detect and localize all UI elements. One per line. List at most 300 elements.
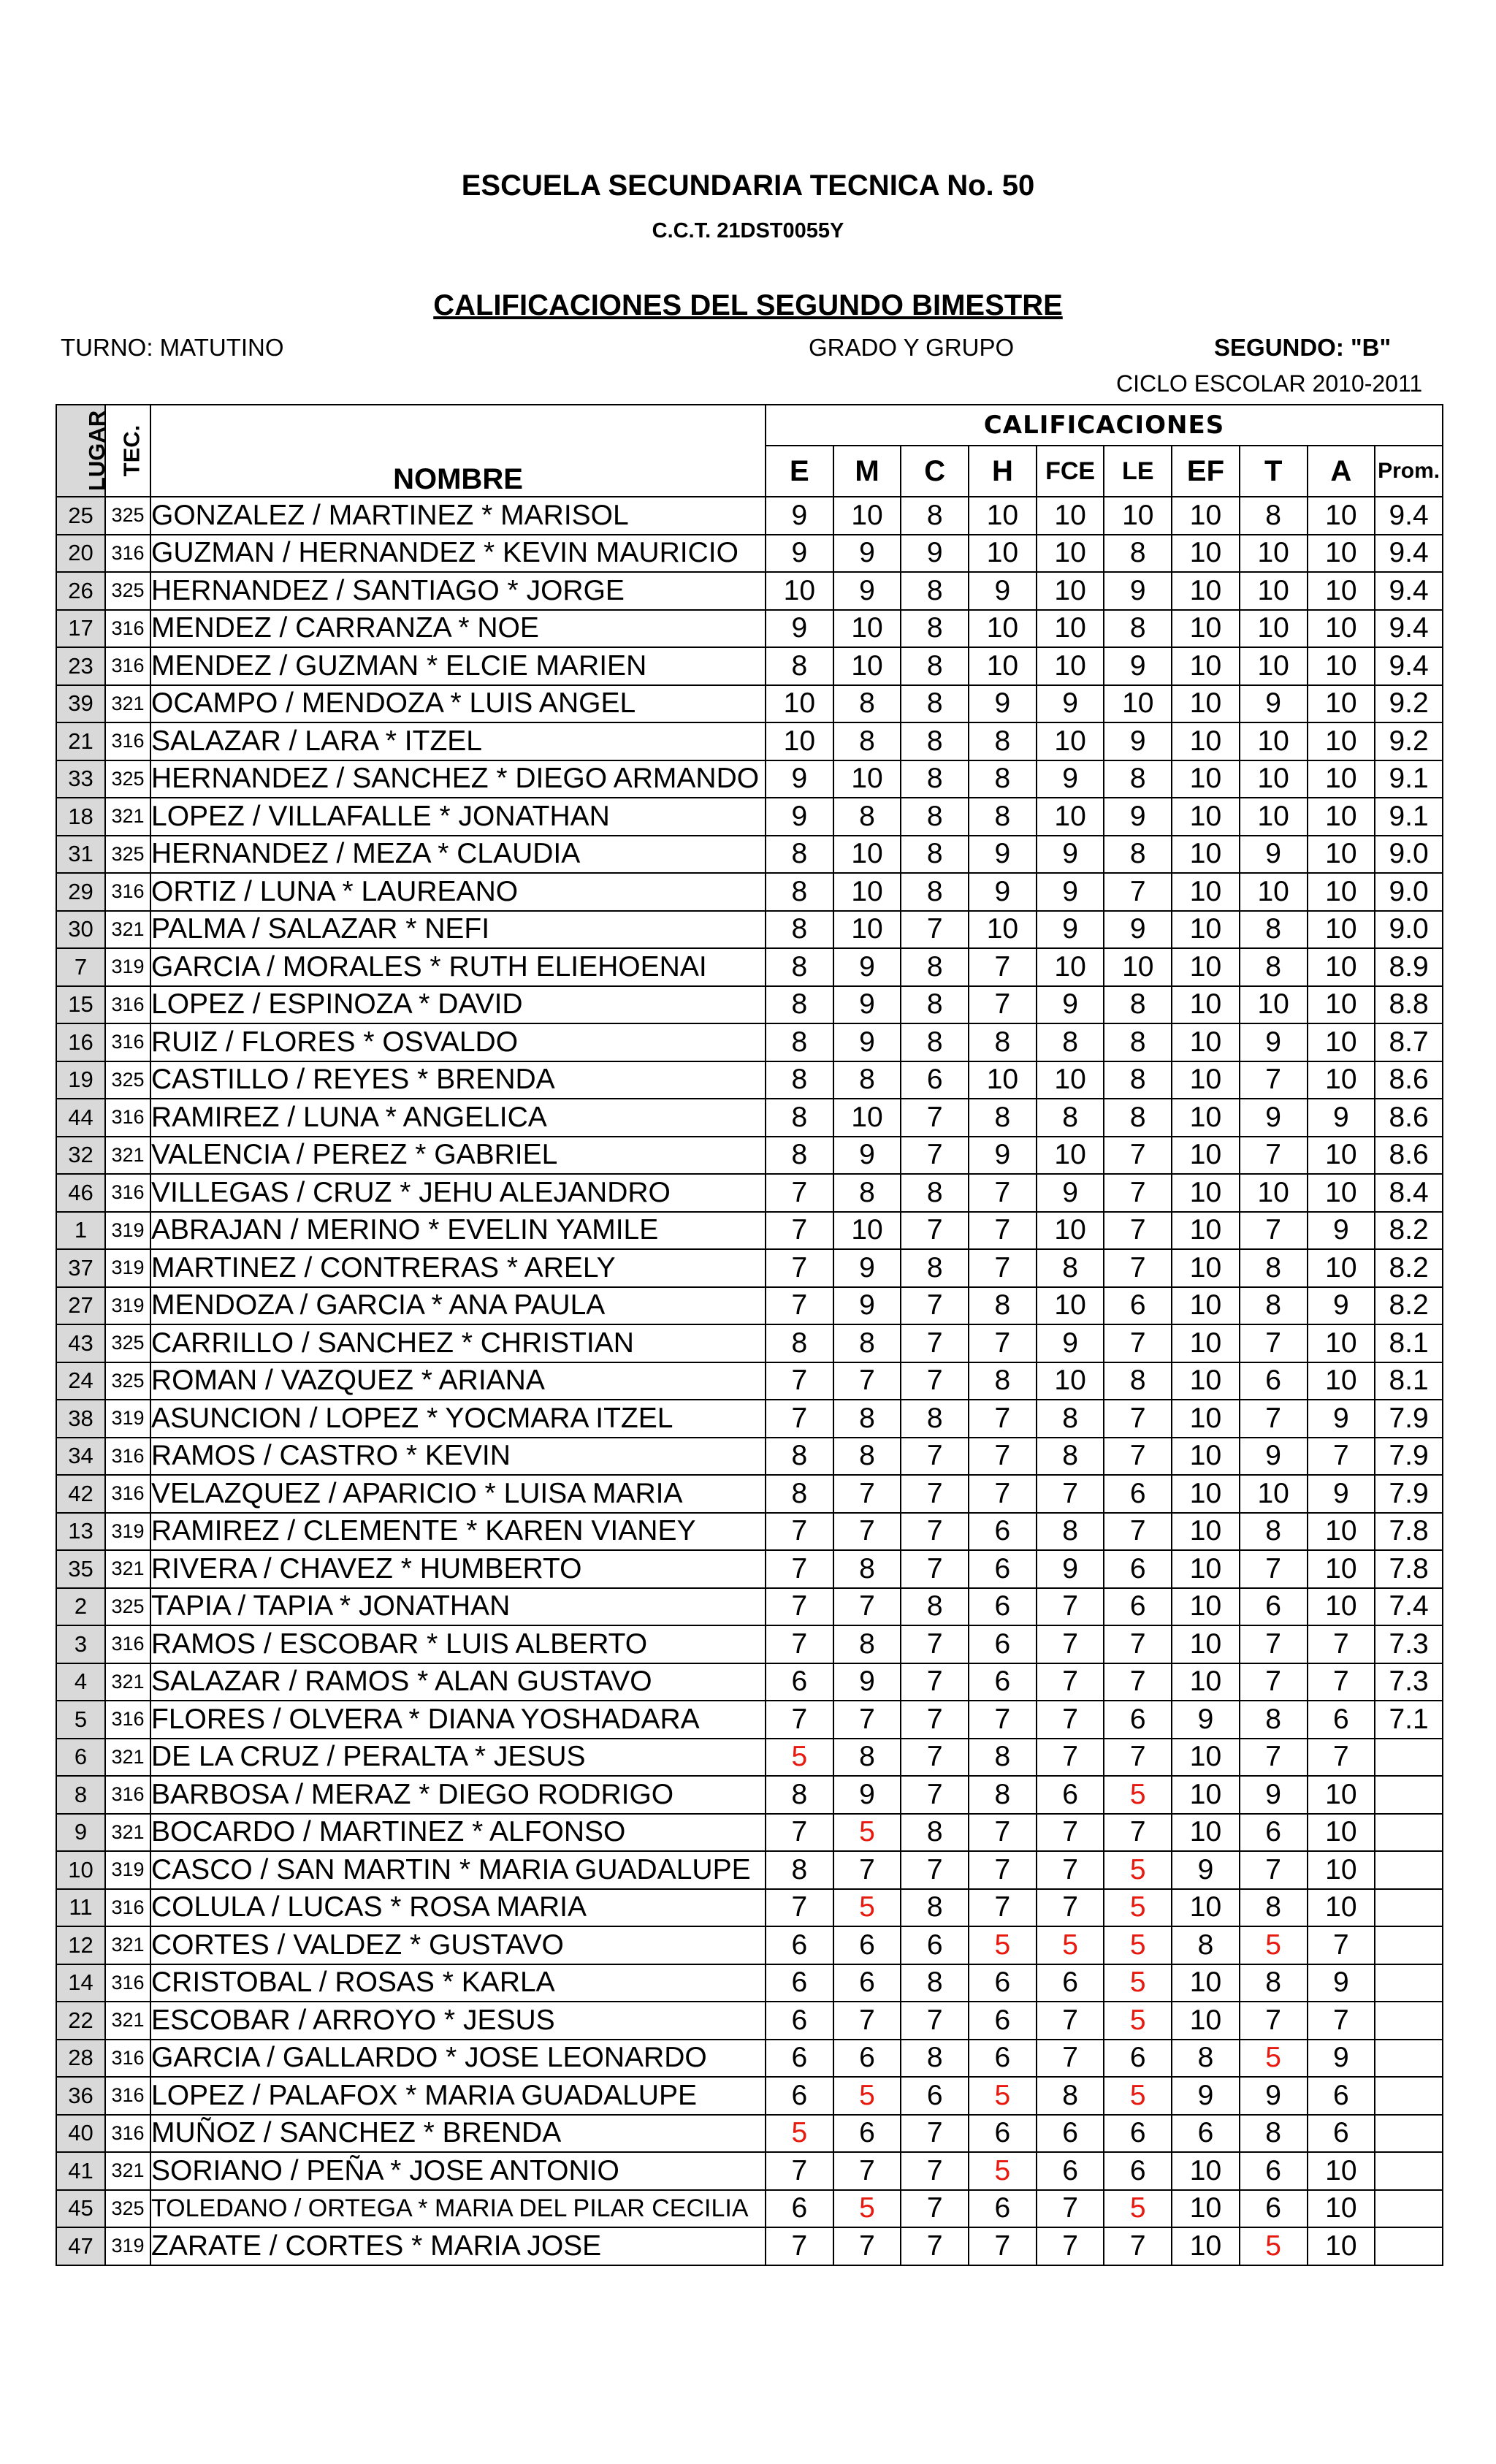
grade-cell: 7 <box>969 2227 1037 2265</box>
grade-cell: 10 <box>1037 948 1104 986</box>
rank-cell: 7 <box>56 948 105 986</box>
grade-cell: 10 <box>1037 647 1104 685</box>
grade-cell: 7 <box>969 1851 1037 1889</box>
table-row <box>56 1249 1443 1287</box>
grade-cell: 10 <box>1308 1889 1375 1927</box>
grade-cell: 7 <box>766 1174 833 1212</box>
average-cell: 8.1 <box>1375 1362 1443 1400</box>
grade-cell: 10 <box>969 1061 1037 1099</box>
grade-cell: 8 <box>1104 535 1172 573</box>
subject-header-a: A <box>1308 446 1375 497</box>
grade-cell: 9 <box>1037 911 1104 949</box>
grade-cell: 8 <box>901 1023 969 1061</box>
table-row <box>56 1438 1443 1476</box>
average-cell <box>1375 1964 1443 2002</box>
grade-cell: 8 <box>766 647 833 685</box>
average-cell: 8.7 <box>1375 1023 1443 1061</box>
average-cell <box>1375 1926 1443 1964</box>
rank-cell: 14 <box>56 1964 105 2002</box>
grade-cell: 10 <box>1308 1137 1375 1175</box>
grade-cell: 10 <box>1240 873 1308 911</box>
grade-cell: 5 <box>1104 1926 1172 1964</box>
average-cell <box>1375 1889 1443 1927</box>
student-name-cell: HERNANDEZ / SANTIAGO * JORGE <box>150 572 766 610</box>
grade-cell: 9 <box>969 873 1037 911</box>
rank-cell: 36 <box>56 2077 105 2115</box>
grade-cell: 8 <box>766 1475 833 1513</box>
grade-cell: 9 <box>969 685 1037 723</box>
grade-cell: 9 <box>1172 1701 1240 1739</box>
grade-cell: 10 <box>1240 986 1308 1024</box>
grade-cell: 10 <box>1240 722 1308 760</box>
grade-cell: 7 <box>1240 1137 1308 1175</box>
table-row <box>56 760 1443 798</box>
table-row <box>56 836 1443 874</box>
table-row <box>56 722 1443 760</box>
grade-cell: 7 <box>969 1174 1037 1212</box>
grade-cell: 6 <box>766 1663 833 1701</box>
grade-cell: 7 <box>1037 1889 1104 1927</box>
table-row <box>56 986 1443 1024</box>
grade-cell: 6 <box>901 1061 969 1099</box>
average-cell: 9.1 <box>1375 798 1443 836</box>
grade-cell: 8 <box>1037 1513 1104 1551</box>
grade-cell: 7 <box>901 1099 969 1137</box>
subject-header-h: H <box>969 446 1037 497</box>
tec-cell: 316 <box>105 2077 150 2115</box>
grade-cell: 10 <box>1308 760 1375 798</box>
grade-cell: 8 <box>1104 760 1172 798</box>
grade-cell: 7 <box>1308 1438 1375 1476</box>
grade-cell: 10 <box>1308 535 1375 573</box>
grade-cell: 8 <box>833 722 901 760</box>
grade-cell: 10 <box>1308 685 1375 723</box>
grade-cell: 7 <box>969 986 1037 1024</box>
grade-cell: 7 <box>901 2002 969 2040</box>
grade-cell: 10 <box>1308 722 1375 760</box>
grade-cell: 8 <box>1037 1438 1104 1476</box>
grade-cell: 6 <box>1104 2040 1172 2078</box>
grade-cell: 8 <box>901 1964 969 2002</box>
rank-cell: 18 <box>56 798 105 836</box>
grade-cell: 10 <box>1308 948 1375 986</box>
student-name-cell: ASUNCION / LOPEZ * YOCMARA ITZEL <box>150 1400 766 1438</box>
grade-cell: 8 <box>1240 1513 1308 1551</box>
grade-cell: 5 <box>1104 2190 1172 2228</box>
grade-cell: 9 <box>969 1137 1037 1175</box>
grade-cell: 7 <box>901 2190 969 2228</box>
grade-cell: 8 <box>901 647 969 685</box>
grade-cell: 8 <box>901 760 969 798</box>
grade-cell: 8 <box>766 948 833 986</box>
grade-cell: 5 <box>1104 1851 1172 1889</box>
grade-cell: 10 <box>1037 497 1104 535</box>
grade-cell: 10 <box>1172 2190 1240 2228</box>
grade-cell: 10 <box>1172 1174 1240 1212</box>
table-row <box>56 1926 1443 1964</box>
grade-cell: 10 <box>1172 1663 1240 1701</box>
grade-cell: 6 <box>833 1964 901 2002</box>
student-name-cell: GUZMAN / HERNANDEZ * KEVIN MAURICIO <box>150 535 766 573</box>
col-tec-header <box>105 405 150 497</box>
table-row <box>56 1287 1443 1325</box>
grade-cell: 8 <box>1104 1099 1172 1137</box>
grade-cell: 7 <box>1037 1814 1104 1852</box>
grade-cell: 5 <box>833 1889 901 1927</box>
grade-cell: 7 <box>1308 1625 1375 1663</box>
grade-cell: 7 <box>901 1625 969 1663</box>
table-row <box>56 1739 1443 1777</box>
student-name-cell: ORTIZ / LUNA * LAUREANO <box>150 873 766 911</box>
grade-cell: 10 <box>833 1099 901 1137</box>
student-name-cell: TOLEDANO / ORTEGA * MARIA DEL PILAR CECILIA <box>150 2190 766 2228</box>
student-name-cell: MENDOZA / GARCIA * ANA PAULA <box>150 1287 766 1325</box>
rank-cell: 9 <box>56 1814 105 1852</box>
grade-cell: 10 <box>1104 685 1172 723</box>
average-cell <box>1375 1776 1443 1814</box>
tec-cell: 316 <box>105 1174 150 1212</box>
student-name-cell: RAMOS / CASTRO * KEVIN <box>150 1438 766 1476</box>
grade-cell: 10 <box>1172 1023 1240 1061</box>
rank-cell: 26 <box>56 572 105 610</box>
rank-cell: 46 <box>56 1174 105 1212</box>
grade-cell: 10 <box>1037 1061 1104 1099</box>
grade-cell: 7 <box>833 2002 901 2040</box>
grade-cell: 10 <box>1172 1137 1240 1175</box>
table-row <box>56 1550 1443 1588</box>
grade-cell: 5 <box>1104 1964 1172 2002</box>
grade-cell: 9 <box>1240 1023 1308 1061</box>
rank-cell: 34 <box>56 1438 105 1476</box>
subject-header-ef: EF <box>1172 446 1240 497</box>
grade-cell: 8 <box>766 1776 833 1814</box>
average-cell: 7.8 <box>1375 1550 1443 1588</box>
student-name-cell: CASTILLO / REYES * BRENDA <box>150 1061 766 1099</box>
student-name-cell: VELAZQUEZ / APARICIO * LUISA MARIA <box>150 1475 766 1513</box>
student-name-cell: LOPEZ / ESPINOZA * DAVID <box>150 986 766 1024</box>
rank-cell: 28 <box>56 2040 105 2078</box>
grade-cell: 7 <box>833 1701 901 1739</box>
table-row <box>56 1137 1443 1175</box>
tec-cell: 319 <box>105 1249 150 1287</box>
grade-cell: 8 <box>1240 1889 1308 1927</box>
rank-cell: 22 <box>56 2002 105 2040</box>
grade-cell: 8 <box>833 798 901 836</box>
grade-cell: 6 <box>1240 1814 1308 1852</box>
grade-cell: 10 <box>1308 1776 1375 1814</box>
grade-cell: 10 <box>1308 610 1375 648</box>
grade-cell: 9 <box>1104 722 1172 760</box>
grade-cell: 7 <box>1308 1739 1375 1777</box>
grade-cell: 8 <box>1240 1964 1308 2002</box>
grade-cell: 7 <box>901 1663 969 1701</box>
tec-cell: 316 <box>105 1964 150 2002</box>
grade-cell: 9 <box>969 572 1037 610</box>
table-row <box>56 1964 1443 2002</box>
student-name-cell: GARCIA / MORALES * RUTH ELIEHOENAI <box>150 948 766 986</box>
student-name-cell: RAMIREZ / CLEMENTE * KAREN VIANEY <box>150 1513 766 1551</box>
grade-cell: 10 <box>1172 1513 1240 1551</box>
grades-table <box>56 404 1443 2266</box>
tec-cell: 325 <box>105 1588 150 1626</box>
grade-cell: 10 <box>1172 497 1240 535</box>
grade-cell: 5 <box>1104 1776 1172 1814</box>
grade-cell: 7 <box>1037 1663 1104 1701</box>
grade-cell: 10 <box>1104 948 1172 986</box>
grade-cell: 9 <box>833 1287 901 1325</box>
grade-cell: 7 <box>766 1588 833 1626</box>
grade-cell: 5 <box>833 1814 901 1852</box>
grade-cell: 5 <box>766 1739 833 1777</box>
student-name-cell: RAMOS / ESCOBAR * LUIS ALBERTO <box>150 1625 766 1663</box>
average-cell <box>1375 2152 1443 2190</box>
grade-cell: 10 <box>1308 1023 1375 1061</box>
grade-cell: 5 <box>766 2115 833 2153</box>
grade-cell: 8 <box>1104 836 1172 874</box>
col-tec-label: TEC. <box>118 424 145 477</box>
average-cell: 9.4 <box>1375 497 1443 535</box>
grade-cell: 9 <box>1240 685 1308 723</box>
grade-cell: 8 <box>1240 1287 1308 1325</box>
grade-cell: 7 <box>1104 1513 1172 1551</box>
average-cell: 7.3 <box>1375 1663 1443 1701</box>
student-name-cell: HERNANDEZ / MEZA * CLAUDIA <box>150 836 766 874</box>
grade-cell: 8 <box>901 685 969 723</box>
grade-cell: 10 <box>1037 610 1104 648</box>
tec-cell: 321 <box>105 685 150 723</box>
grade-cell: 10 <box>1172 873 1240 911</box>
grade-cell: 8 <box>901 2040 969 2078</box>
grade-cell: 10 <box>1172 948 1240 986</box>
rank-cell: 4 <box>56 1663 105 1701</box>
grade-cell: 9 <box>901 535 969 573</box>
grade-cell: 8 <box>833 1174 901 1212</box>
grade-cell: 8 <box>766 1099 833 1137</box>
grade-cell: 7 <box>901 1438 969 1476</box>
grade-cell: 9 <box>833 986 901 1024</box>
grade-cell: 10 <box>1308 1324 1375 1362</box>
grade-cell: 6 <box>1104 1588 1172 1626</box>
grade-cell: 9 <box>1037 836 1104 874</box>
rank-cell: 11 <box>56 1889 105 1927</box>
subject-header-t: T <box>1240 446 1308 497</box>
grade-cell: 10 <box>1240 647 1308 685</box>
grade-cell: 6 <box>766 2040 833 2078</box>
student-name-cell: CORTES / VALDEZ * GUSTAVO <box>150 1926 766 1964</box>
grade-cell: 7 <box>901 1513 969 1551</box>
average-cell: 9.4 <box>1375 610 1443 648</box>
average-cell: 9.0 <box>1375 836 1443 874</box>
grade-cell: 9 <box>833 1776 901 1814</box>
table-row <box>56 572 1443 610</box>
grade-cell: 8 <box>1240 1249 1308 1287</box>
grade-cell: 9 <box>766 497 833 535</box>
grade-cell: 7 <box>766 1513 833 1551</box>
grade-cell: 7 <box>901 1739 969 1777</box>
grade-cell: 9 <box>1240 1776 1308 1814</box>
table-row <box>56 1061 1443 1099</box>
grade-cell: 9 <box>766 535 833 573</box>
grade-cell: 7 <box>766 1287 833 1325</box>
grade-cell: 10 <box>1308 647 1375 685</box>
average-cell: 9.2 <box>1375 685 1443 723</box>
grade-cell: 10 <box>1172 1964 1240 2002</box>
average-cell <box>1375 2115 1443 2153</box>
grade-cell: 6 <box>766 2077 833 2115</box>
grade-cell: 8 <box>969 1023 1037 1061</box>
grade-cell: 8 <box>766 1137 833 1175</box>
grade-cell: 10 <box>1172 1061 1240 1099</box>
tec-cell: 319 <box>105 2227 150 2265</box>
student-name-cell: SALAZAR / RAMOS * ALAN GUSTAVO <box>150 1663 766 1701</box>
grade-cell: 7 <box>1104 1212 1172 1250</box>
rank-cell: 45 <box>56 2190 105 2228</box>
grade-cell: 8 <box>766 1851 833 1889</box>
student-name-cell: HERNANDEZ / SANCHEZ * DIEGO ARMANDO <box>150 760 766 798</box>
rank-cell: 42 <box>56 1475 105 1513</box>
student-name-cell: RAMIREZ / LUNA * ANGELICA <box>150 1099 766 1137</box>
grade-cell: 10 <box>1172 1475 1240 1513</box>
rank-cell: 6 <box>56 1739 105 1777</box>
tec-cell: 325 <box>105 1061 150 1099</box>
average-cell: 7.9 <box>1375 1400 1443 1438</box>
grade-cell: 8 <box>901 722 969 760</box>
grade-cell: 5 <box>1104 1889 1172 1927</box>
grade-group-value: SEGUNDO: "B" <box>1214 334 1392 361</box>
grade-cell: 7 <box>901 1212 969 1250</box>
grade-cell: 9 <box>833 1663 901 1701</box>
grade-cell: 10 <box>1172 1625 1240 1663</box>
table-row <box>56 873 1443 911</box>
grade-cell: 6 <box>969 2115 1037 2153</box>
grade-cell: 9 <box>1037 685 1104 723</box>
grade-cell: 7 <box>969 1400 1037 1438</box>
grade-cell: 7 <box>833 2152 901 2190</box>
grade-cell: 7 <box>1037 1739 1104 1777</box>
student-name-cell: GONZALEZ / MARTINEZ * MARISOL <box>150 497 766 535</box>
grade-cell: 10 <box>1172 1400 1240 1438</box>
grade-cell: 10 <box>1037 1362 1104 1400</box>
grade-cell: 7 <box>766 1249 833 1287</box>
grades-table-header <box>56 405 1443 497</box>
school-year: CICLO ESCOLAR 2010-2011 <box>1116 370 1423 397</box>
grade-cell: 8 <box>969 1776 1037 1814</box>
average-cell: 8.6 <box>1375 1137 1443 1175</box>
grade-cell: 5 <box>1104 2002 1172 2040</box>
grade-cell: 7 <box>901 1475 969 1513</box>
grade-cell: 7 <box>1104 1324 1172 1362</box>
tec-cell: 319 <box>105 1400 150 1438</box>
average-cell: 9.0 <box>1375 873 1443 911</box>
grade-cell: 8 <box>766 1061 833 1099</box>
grade-cell: 7 <box>766 1212 833 1250</box>
rank-cell: 40 <box>56 2115 105 2153</box>
grade-cell: 10 <box>833 911 901 949</box>
grade-cell: 7 <box>1037 1625 1104 1663</box>
grade-cell: 8 <box>833 1625 901 1663</box>
grade-cell: 7 <box>969 1701 1037 1739</box>
grade-cell: 8 <box>901 1814 969 1852</box>
grade-cell: 9 <box>1104 647 1172 685</box>
grade-cell: 7 <box>766 1550 833 1588</box>
grade-cell: 8 <box>1240 911 1308 949</box>
grade-cell: 7 <box>901 911 969 949</box>
rank-cell: 38 <box>56 1400 105 1438</box>
grade-cell: 7 <box>969 1814 1037 1852</box>
average-cell: 8.1 <box>1375 1324 1443 1362</box>
grade-cell: 7 <box>1240 1625 1308 1663</box>
grade-cell: 8 <box>766 873 833 911</box>
student-name-cell: CRISTOBAL / ROSAS * KARLA <box>150 1964 766 2002</box>
average-cell: 8.2 <box>1375 1212 1443 1250</box>
table-row <box>56 948 1443 986</box>
average-cell: 8.8 <box>1375 986 1443 1024</box>
col-nombre-header: NOMBRE <box>150 405 766 497</box>
grade-cell: 9 <box>1037 760 1104 798</box>
rank-cell: 35 <box>56 1550 105 1588</box>
grade-cell: 9 <box>1240 2077 1308 2115</box>
grade-cell: 7 <box>1037 1475 1104 1513</box>
student-name-cell: BARBOSA / MERAZ * DIEGO RODRIGO <box>150 1776 766 1814</box>
table-row <box>56 1324 1443 1362</box>
grade-cell: 9 <box>1240 1099 1308 1137</box>
grade-cell: 7 <box>833 1475 901 1513</box>
grade-cell: 10 <box>1172 2152 1240 2190</box>
table-row <box>56 798 1443 836</box>
tec-cell: 316 <box>105 610 150 648</box>
table-row <box>56 911 1443 949</box>
table-row <box>56 1099 1443 1137</box>
tec-cell: 316 <box>105 1625 150 1663</box>
grade-cell: 7 <box>766 1400 833 1438</box>
school-name: ESCUELA SECUNDARIA TECNICA No. 50 <box>461 169 1035 202</box>
grade-cell: 7 <box>766 1362 833 1400</box>
average-cell: 9.0 <box>1375 911 1443 949</box>
grade-cell: 10 <box>1172 1739 1240 1777</box>
grade-cell: 6 <box>969 1513 1037 1551</box>
grade-cell: 5 <box>969 1926 1037 1964</box>
student-name-cell: ESCOBAR / ARROYO * JESUS <box>150 2002 766 2040</box>
tec-cell: 316 <box>105 1776 150 1814</box>
grade-cell: 7 <box>901 2115 969 2153</box>
grade-cell: 8 <box>901 873 969 911</box>
average-cell <box>1375 2190 1443 2228</box>
grade-cell: 8 <box>901 1400 969 1438</box>
grade-cell: 9 <box>833 948 901 986</box>
subject-header-c: C <box>901 446 969 497</box>
grade-cell: 8 <box>901 610 969 648</box>
grade-cell: 9 <box>833 535 901 573</box>
grade-cell: 10 <box>1308 497 1375 535</box>
grade-cell: 10 <box>1172 572 1240 610</box>
grade-cell: 9 <box>1172 2077 1240 2115</box>
student-name-cell: PALMA / SALAZAR * NEFI <box>150 911 766 949</box>
table-row <box>56 1814 1443 1852</box>
grade-cell: 10 <box>1308 2227 1375 2265</box>
grade-cell: 8 <box>901 798 969 836</box>
average-cell <box>1375 1814 1443 1852</box>
grade-cell: 10 <box>1308 1061 1375 1099</box>
student-name-cell: FLORES / OLVERA * DIANA YOSHADARA <box>150 1701 766 1739</box>
grade-cell: 8 <box>969 1362 1037 1400</box>
grade-cell: 7 <box>901 1287 969 1325</box>
grade-cell: 8 <box>969 1099 1037 1137</box>
rank-cell: 5 <box>56 1701 105 1739</box>
grade-cell: 6 <box>969 2190 1037 2228</box>
grade-cell: 8 <box>901 1588 969 1626</box>
table-row <box>56 2077 1443 2115</box>
grade-cell: 10 <box>1172 1889 1240 1927</box>
